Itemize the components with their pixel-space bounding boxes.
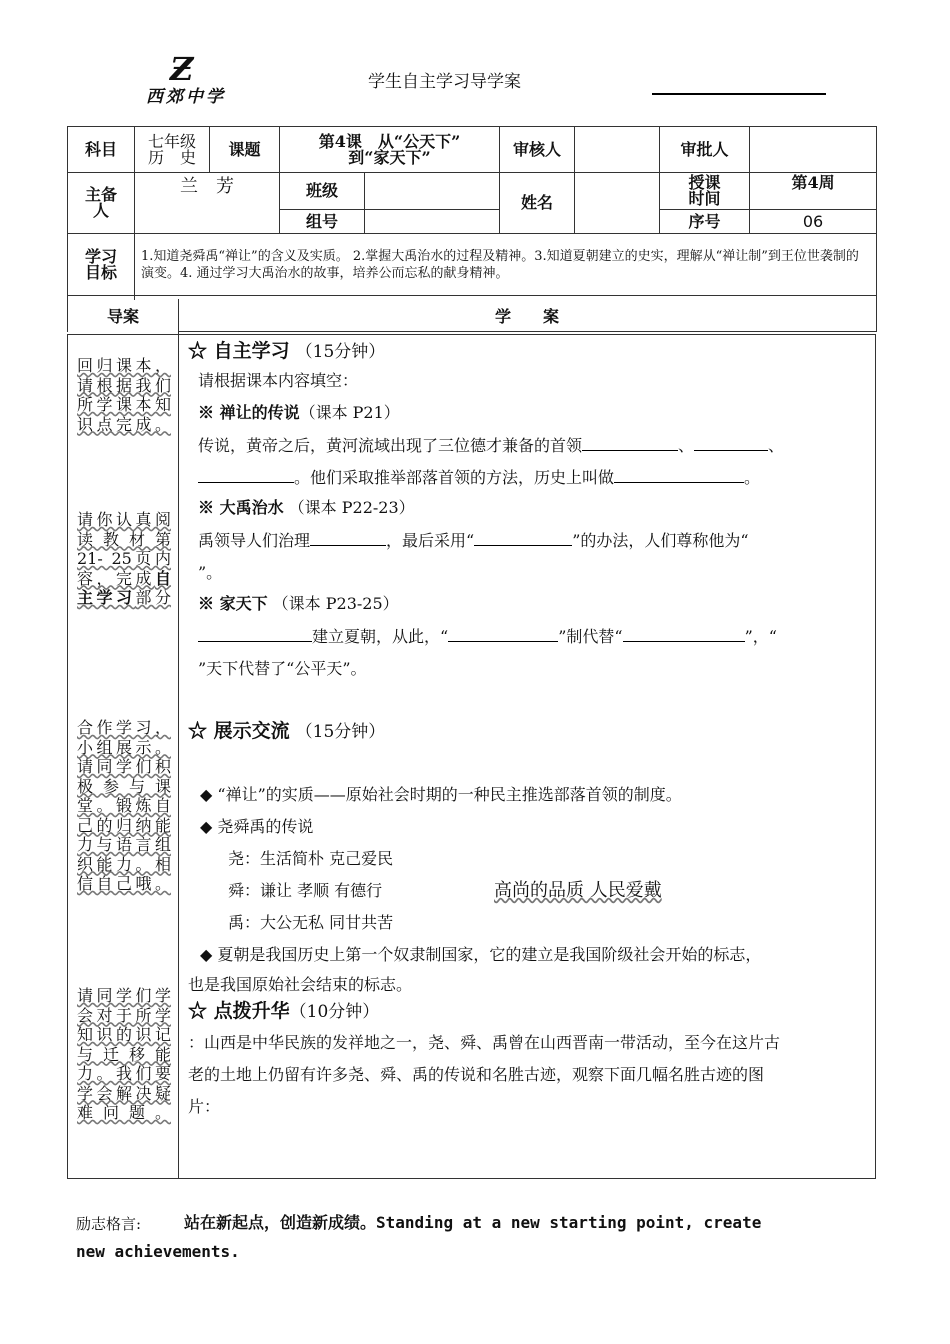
goal-label: 学习 目标	[68, 234, 135, 296]
topic-value: 第4课 从“公天下” 到“家天下”	[280, 127, 500, 173]
subject-label: 科目	[68, 127, 135, 173]
col-study-header: 学 案	[494, 307, 559, 326]
motto-line-2: new achievements.	[76, 1242, 240, 1261]
school-logo-mark: Ƶ	[170, 50, 190, 88]
reviewer-value	[575, 127, 660, 173]
group-label: 组号	[280, 210, 365, 234]
legend-yao: 尧：生活简朴 克己爱民	[228, 849, 394, 868]
legend-yu: 禹：大公无私 同甘共苦	[228, 913, 394, 932]
blank-leader-2[interactable]	[694, 436, 768, 451]
header-underline	[652, 93, 826, 95]
page-title: 学生自主学习导学案	[368, 72, 521, 92]
side-note-cooperate: 合作学习，小组展示。请同学们积极参与课堂。锻炼自己的归纳能力与语言组织能力。相信自己哦。	[77, 718, 171, 893]
section-exchange-title: ☆ 展示交流 （15分钟）	[188, 720, 386, 742]
seq-label: 序号	[660, 210, 750, 234]
class-value	[365, 173, 500, 210]
motto-line-1: 站在新起点，创造新成绩。Standing at a new starting point, create	[184, 1213, 762, 1232]
group-value	[365, 210, 500, 234]
self-study-intro: 请根据课本内容填空：	[198, 371, 359, 390]
side-note-transfer: 请同学们学会对于所学知识的识记与迁移能力。我们要学会解决疑难问题。	[77, 986, 171, 1122]
legend-shun: 舜：谦让 孝顺 有德行	[228, 881, 383, 900]
heading-abdication: ※ 禅让的传说（课本 P21）	[198, 403, 400, 422]
bullet-abdication-essence: ◆ “禅让”的实质——原始社会时期的一种民主推选部落首领的制度。	[200, 785, 682, 804]
class-label: 班级	[280, 173, 365, 210]
preparer-label: 主备 人	[68, 173, 135, 234]
family-line-1: 建立夏朝，从此，“ ”制代替“ ”，“	[198, 624, 777, 647]
bullet-xia-dynasty-2: 也是我国原始社会结束的标志。	[188, 975, 413, 994]
bullet-xia-dynasty-1: ◆ 夏朝是我国历史上第一个奴隶制国家，它的建立是我国阶级社会开始的标志，	[200, 945, 762, 964]
flood-line-1: 禹领导人们治理 ，最后采用“ ”的办法，人们尊称他为“	[198, 531, 749, 550]
motto-label: 励志格言:	[76, 1215, 142, 1233]
blank-flood-river[interactable]	[310, 531, 386, 546]
elevate-text-2: 老的土地上仍留有许多尧、舜、禹的传说和名胜古迹，观察下面几幅名胜古迹的图	[188, 1065, 765, 1084]
seq-value: 06	[750, 210, 877, 234]
blank-leader-1[interactable]	[582, 436, 678, 451]
section-self-study-title: ☆ 自主学习 （15分钟）	[188, 340, 386, 362]
blank-abdication-term[interactable]	[614, 468, 744, 483]
blank-xia-founder[interactable]	[198, 627, 312, 642]
abdication-line-2: 。他们采取推举部落首领的方法，历史上叫做 。	[198, 465, 760, 488]
name-value	[575, 173, 660, 234]
section-elevate-title: ☆ 点拨升华（10分钟）	[188, 1000, 380, 1022]
content-divider	[178, 334, 179, 1178]
elevate-text-3: 片：	[188, 1097, 221, 1116]
goal-text: 1.知道尧舜禹“禅让”的含义及实质。 2.掌握大禹治水的过程及精神。3.知道夏朝建立的史实，理解从“禅让制”到王位世袭制的演变。4. 通过学习大禹治水的故事，培养公而忘私的献身精神。	[135, 234, 877, 296]
side-note-read: 请你认真阅读教材第 21- 25页内容，完成自主学习部分	[77, 510, 171, 607]
bullet-legends: ◆ 尧舜禹的传说	[200, 817, 314, 836]
abdication-line-1: 传说，黄帝之后，黄河流域出现了三位德才兼备的首领 、 、	[198, 436, 785, 455]
topic-label: 课题	[210, 127, 280, 173]
flood-line-2: ”。	[198, 563, 223, 582]
family-line-2: ”天下代替了“公平天”。	[198, 659, 367, 678]
side-note-review: 回归课本，请根据我们所学课本知识点完成。	[77, 356, 171, 434]
time-value: 第4周	[750, 173, 877, 210]
blank-leader-3[interactable]	[198, 468, 294, 483]
preparer-value: 兰 芳	[135, 173, 280, 234]
elevate-text-1: ：山西是中华民族的发祥地之一，尧、舜、禹曾在山西晋南一带活动，至今在这片古	[188, 1033, 781, 1052]
approver-value	[750, 127, 877, 173]
noble-quality-note: 高尚的品质 人民爱戴	[494, 880, 662, 901]
approver-label: 审批人	[660, 127, 750, 173]
col-divider-top	[178, 299, 179, 334]
name-label: 姓名	[500, 173, 575, 234]
school-logo-text: 西郊中学	[146, 87, 226, 107]
subject-value: 七年级 历 史	[135, 127, 210, 173]
blank-old-system[interactable]	[623, 627, 745, 642]
time-label: 授课 时间	[660, 173, 750, 210]
reviewer-label: 审核人	[500, 127, 575, 173]
blank-flood-method[interactable]	[474, 531, 572, 546]
heading-family-rule: ※ 家天下 （课本 P23-25）	[198, 594, 399, 613]
heading-flood-control: ※ 大禹治水 （课本 P22-23）	[198, 498, 415, 517]
col-guide-header: 导案	[68, 300, 178, 334]
blank-new-system[interactable]	[448, 627, 558, 642]
